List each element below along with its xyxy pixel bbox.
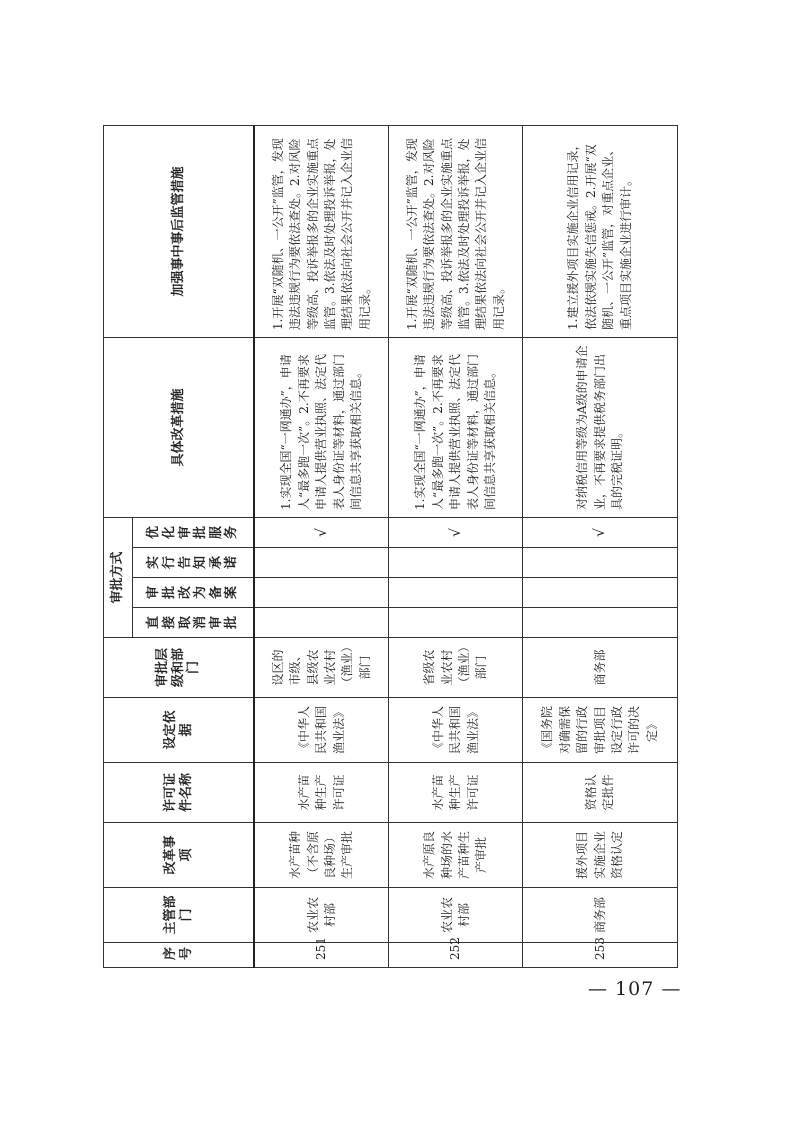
table-row [523,125,678,967]
header-method-cancel: 直接取消审批 [133,608,255,638]
header-seq: 序号 [104,943,255,968]
cell-basis: 《中华人民共和国渔业法》 [389,698,523,763]
header-basis: 设定依据 [104,698,255,763]
cell-filing [254,578,389,608]
cell-measures: 对纳税信用等级为A级的申请企业，不再要求提供税务部门出具的完税证明。 [523,337,678,517]
cell-seq: 253 [523,943,678,968]
cell-notify [389,548,523,578]
cell-optimize-checkmark: √ [254,517,389,547]
cell-level: 省级农业农村（渔业）部门 [389,638,523,698]
page-number: — 107 — [588,978,682,1000]
cell-level: 商务部 [523,638,678,698]
cell-filing [523,578,678,608]
cell-supervision: 1.开展“双随机、一公开”监管，发现违法违规行为要依法查处。2.对风险等级高、投诉举报多的企业实施重点监管。3.依法及时处理投诉举报，处理结果依法向社会公开并记入企业信用记录。 [389,125,523,337]
cell-optimize-checkmark: √ [523,517,678,547]
header-supervision: 加强事中事后监管措施 [104,125,255,337]
header-method-filing: 审批改为备案 [133,578,255,608]
cell-item: 水产苗种（不含原良种场）生产审批 [254,823,389,888]
cell-optimize-checkmark: √ [389,517,523,547]
header-level: 审批层级和部门 [104,638,255,698]
cell-basis: 《国务院对确需保留的行政审批项目设定行政许可的决定》 [523,698,678,763]
cell-license: 资格认定批件 [523,763,678,823]
header-method: 审批方式 [104,517,133,637]
cell-cancel [523,608,678,638]
cell-dept: 商务部 [523,888,678,943]
cell-item: 援外项目实施企业资格认定 [523,823,678,888]
reform-items-table [103,125,678,968]
cell-notify [254,548,389,578]
table-row [254,125,389,967]
cell-filing [389,578,523,608]
cell-cancel [389,608,523,638]
cell-seq: 252 [389,943,523,968]
cell-level: 设区的市级、县级农业农村（渔业）部门 [254,638,389,698]
cell-cancel [254,608,389,638]
cell-license: 水产苗种生产许可证 [254,763,389,823]
header-row [104,125,133,967]
cell-basis: 《中华人民共和国渔业法》 [254,698,389,763]
cell-notify [523,548,678,578]
table-row [389,125,523,967]
header-method-notify: 实行告知承诺 [133,548,255,578]
header-measures: 具体改革措施 [104,337,255,517]
header-item: 改革事项 [104,823,255,888]
cell-seq: 251 [254,943,389,968]
cell-measures: 1.实现全国“一网通办”，申请人“最多跑一次”。2.不再要求申请人提供营业执照、法定代表人身份证等材料，通过部门间信息共享获取相关信息。 [389,337,523,517]
cell-dept: 农业农村部 [389,888,523,943]
cell-item: 水产原良种场的水产苗种生产审批 [389,823,523,888]
header-method-optimize: 优化审批服务 [133,517,255,547]
cell-dept: 农业农村部 [254,888,389,943]
cell-measures: 1.实现全国“一网通办”，申请人“最多跑一次”。2.不再要求申请人提供营业执照、法定代表人身份证等材料，通过部门间信息共享获取相关信息。 [254,337,389,517]
cell-supervision: 1.建立援外项目实施企业信用记录，依法依规实施失信惩戒。2.开展“双随机、一公开”监管，对重点企业、重点项目实施企业进行审计。 [523,125,678,337]
header-dept: 主管部门 [104,888,255,943]
header-license: 许可证件名称 [104,763,255,823]
cell-license: 水产苗种生产许可证 [389,763,523,823]
cell-supervision: 1.开展“双随机、一公开”监管，发现违法违规行为要依法查处。2.对风险等级高、投诉举报多的企业实施重点监管。3.依法及时处理投诉举报，处理结果依法向社会公开并记入企业信用记录。 [254,125,389,337]
